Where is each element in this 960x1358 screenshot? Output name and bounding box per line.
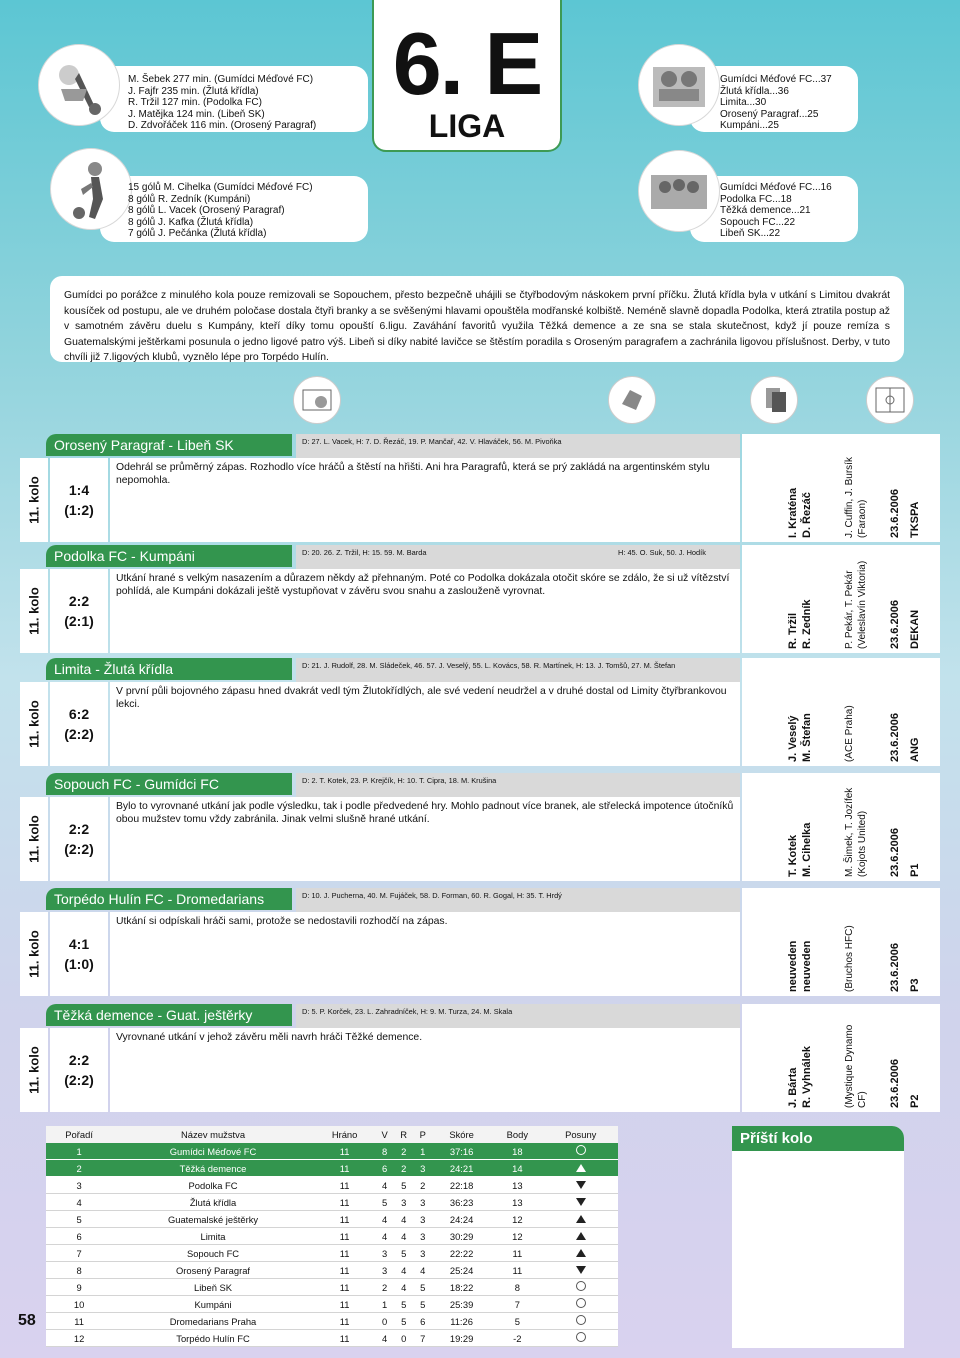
- half-score: (2:2): [64, 1072, 94, 1088]
- table-row: [46, 1143, 618, 1160]
- fairplay-list: [720, 74, 860, 132]
- match-block: [20, 888, 940, 996]
- league-table: [46, 1126, 618, 1347]
- table-cell: 5: [414, 1296, 432, 1313]
- table-cell: 4: [375, 1177, 393, 1194]
- match-field: ANG: [909, 737, 921, 762]
- column-header: Body: [491, 1126, 543, 1143]
- match-date: 23.6.2006: [889, 828, 901, 877]
- final-score: 2:2: [68, 821, 90, 837]
- match-report: Vyrovnané utkání v jehož závěru měli navrh hráči Těžké demence.: [110, 1028, 740, 1112]
- table-cell: 25:24: [432, 1262, 491, 1279]
- table-cell: 2: [46, 1160, 112, 1177]
- table-cell: -2: [491, 1330, 543, 1347]
- red-card-icon: [750, 376, 798, 424]
- table-row: [46, 1279, 618, 1296]
- match-goals: [296, 434, 740, 458]
- match-score: [50, 912, 108, 996]
- table-cell: 2: [375, 1279, 393, 1296]
- goalkeeper-icon: [608, 376, 656, 424]
- defense-list: [720, 182, 860, 240]
- move-up-icon: [576, 1232, 586, 1240]
- list-item: D. Zdvořáček 116 min. (Orosený Paragraf): [128, 120, 317, 132]
- table-cell: 3: [414, 1211, 432, 1228]
- table-cell: 4: [394, 1228, 414, 1245]
- table-cell: 5: [394, 1177, 414, 1194]
- match-teams: Podolka FC - Kumpáni: [46, 545, 292, 567]
- column-header: Skóre: [432, 1126, 491, 1143]
- best-player-2: R. Zedník: [801, 599, 813, 649]
- list-item: Podolka FC...18: [720, 193, 792, 205]
- table-cell: Kumpáni: [112, 1296, 314, 1313]
- match-round: [20, 1028, 48, 1112]
- column-header: Pořadí: [46, 1126, 112, 1143]
- table-cell: Guatemalské ještěrky: [112, 1211, 314, 1228]
- match-teams: Těžká demence - Guat. ještěrky: [46, 1004, 292, 1026]
- match-report: Utkání si odpískali hráči sami, protože se nedostavili rozhodčí na zápas.: [110, 912, 740, 996]
- match-field: P2: [909, 1094, 921, 1108]
- table-cell: 25:39: [432, 1296, 491, 1313]
- match-teams: Sopouch FC - Gumídci FC: [46, 773, 292, 795]
- match-block: [20, 658, 940, 766]
- table-cell: 3: [414, 1160, 432, 1177]
- table-cell: 4: [375, 1211, 393, 1228]
- list-item: 8 gólů L. Vacek (Orosený Paragraf): [128, 205, 285, 217]
- list-item: 7 gólů J. Pečánka (Žlutá křídla): [128, 228, 267, 240]
- table-cell: 1: [375, 1296, 393, 1313]
- best-player-2: neuveden: [801, 940, 813, 992]
- table-header-row: [46, 1126, 618, 1143]
- no-change-icon: [576, 1315, 586, 1325]
- match-field: P1: [909, 863, 921, 877]
- referee-club: (Kojots United): [857, 810, 868, 877]
- match-report: V první půli bojovného zápasu hned dvakrát vedl tým Žlutokřídlých, ale své vedení neudržel a v druhé dostal od Limity čtyřbrankovou lekci.: [110, 682, 740, 766]
- list-item: Žlutá křídla...36: [720, 85, 789, 97]
- no-change-icon: [576, 1145, 586, 1155]
- table-cell: 18:22: [432, 1279, 491, 1296]
- goals-text: D: 10. J. Pucherna, 40. M. Fujáček, 58. D. Forman, 60. R. Gogal, H: 35. T. Hrdý: [302, 891, 562, 900]
- scorer-icon: [50, 148, 132, 230]
- list-item: Gumídci Méďové FC...37: [720, 74, 832, 85]
- best-player-1: neuveden: [787, 940, 799, 992]
- match-details: [742, 545, 940, 653]
- column-header: Název mužstva: [112, 1126, 314, 1143]
- table-cell: 9: [46, 1279, 112, 1296]
- table-cell: 6: [414, 1313, 432, 1330]
- table-cell: [543, 1330, 618, 1347]
- page-number: 58: [18, 1312, 36, 1329]
- table-cell: 4: [375, 1228, 393, 1245]
- match-date: 23.6.2006: [889, 1059, 901, 1108]
- match-details: [742, 1004, 940, 1112]
- table-cell: 7: [414, 1330, 432, 1347]
- referee: P. Pekár, T. Pekár: [844, 570, 855, 649]
- no-change-icon: [576, 1332, 586, 1342]
- list-item: R. Tržil 127 min. (Podolka FC): [128, 97, 262, 109]
- match-goals: [296, 1004, 740, 1028]
- table-cell: 11: [491, 1245, 543, 1262]
- list-item: Sopouch FC...22: [720, 216, 796, 228]
- league-label: LIGA: [428, 108, 506, 144]
- table-row: [46, 1313, 618, 1330]
- goals-text: D: 2. T. Kotek, 23. P. Krejčík, H: 10. T. Cipra, 18. M. Krušina: [302, 776, 497, 785]
- table-cell: 3: [375, 1262, 393, 1279]
- match-round-label: 11. kolo: [26, 476, 42, 524]
- table-cell: Podolka FC: [112, 1177, 314, 1194]
- table-cell: 8: [46, 1262, 112, 1279]
- goals-text: D: 5. P. Korček, 23. L. Zahradníček, H: 9. M. Turza, 24. M. Skala: [302, 1007, 513, 1016]
- table-cell: 3: [414, 1245, 432, 1262]
- list-item: Těžká demence...21: [720, 205, 811, 217]
- referee: (ACE Praha): [844, 705, 855, 762]
- match-round: [20, 458, 48, 542]
- match-round: [20, 797, 48, 881]
- table-cell: 14: [491, 1160, 543, 1177]
- table-cell: 11: [314, 1245, 376, 1262]
- half-score: (1:0): [64, 956, 94, 972]
- match-report: Utkání hrané s velkým nasazením a důrazem někdy až přehnaným. Poté co Podolka dokázala otočit skóre se zdálo, že si už vítězství pohlídá, ale Kumpáni dokázali ještě vystupňovat v závěru svou snahu a zaslouženě vyrovnat.: [110, 569, 740, 653]
- table-cell: [543, 1313, 618, 1330]
- table-cell: 3: [394, 1194, 414, 1211]
- table-cell: 11: [314, 1279, 376, 1296]
- match-round-label: 11. kolo: [26, 1046, 42, 1094]
- half-score: (2:1): [64, 613, 94, 629]
- goals-text: D: 21. J. Rudolf, 28. M. Sládeček, 46. 57. J. Veselý, 55. L. Kovács, 58. R. Martínek, H: 13. J. Tomšů, 27. M. Štefan: [302, 661, 676, 670]
- table-cell: 1: [414, 1143, 432, 1160]
- table-row: [46, 1228, 618, 1245]
- table-cell: Libeň SK: [112, 1279, 314, 1296]
- minutes-list: [128, 74, 368, 132]
- table-row: [46, 1177, 618, 1194]
- final-score: 4:1: [68, 936, 90, 952]
- table-cell: 11: [314, 1228, 376, 1245]
- move-down-icon: [576, 1181, 586, 1189]
- best-player-2: D. Řezáč: [801, 492, 813, 538]
- half-score: (1:2): [64, 502, 94, 518]
- table-cell: 5: [414, 1279, 432, 1296]
- league-title-box: [372, 0, 562, 152]
- goals-away: H: 45. O. Suk, 50. J. Hodík: [618, 548, 706, 557]
- match-block: [20, 773, 940, 881]
- table-cell: 3: [414, 1194, 432, 1211]
- match-round: [20, 682, 48, 766]
- match-teams: Orosený Paragraf - Libeň SK: [46, 434, 292, 456]
- match-date: 23.6.2006: [889, 600, 901, 649]
- match-round-label: 11. kolo: [26, 930, 42, 978]
- list-item: J. Matějka 124 min. (Libeň SK): [128, 108, 265, 120]
- table-cell: 11: [314, 1177, 376, 1194]
- scorers-list: [128, 182, 368, 240]
- match-field: TKSPA: [909, 501, 921, 538]
- best-player-1: J. Veselý: [787, 715, 799, 762]
- table-cell: Těžká demence: [112, 1160, 314, 1177]
- column-header: Hráno: [314, 1126, 376, 1143]
- table-cell: 13: [491, 1194, 543, 1211]
- referee: (Mystique Dynamo: [844, 1024, 855, 1108]
- match-score: [50, 1028, 108, 1112]
- match-score: [50, 797, 108, 881]
- fair-play-icon: [638, 44, 720, 126]
- column-header: V: [375, 1126, 393, 1143]
- table-cell: 11: [314, 1160, 376, 1177]
- table-cell: [543, 1194, 618, 1211]
- table-cell: Torpédo Hulín FC: [112, 1330, 314, 1347]
- table-cell: 8: [491, 1279, 543, 1296]
- table-cell: [543, 1228, 618, 1245]
- table-row: [46, 1262, 618, 1279]
- match-round-label: 11. kolo: [26, 587, 42, 635]
- match-score: [50, 569, 108, 653]
- table-cell: [543, 1177, 618, 1194]
- table-cell: 11: [314, 1313, 376, 1330]
- table-cell: 2: [394, 1143, 414, 1160]
- final-score: 6:2: [68, 706, 90, 722]
- match-round: [20, 912, 48, 996]
- table-cell: [543, 1279, 618, 1296]
- table-cell: 2: [394, 1160, 414, 1177]
- table-cell: 7: [491, 1296, 543, 1313]
- move-up-icon: [576, 1164, 586, 1172]
- move-up-icon: [576, 1215, 586, 1223]
- goals-text: D: 20. 26. Z. Tržil, H: 15. 59. M. Barda: [302, 548, 427, 557]
- column-header: R: [394, 1126, 414, 1143]
- best-player-2: M. Cihelka: [801, 822, 813, 877]
- table-cell: 19:29: [432, 1330, 491, 1347]
- table-cell: Gumídci Méďové FC: [112, 1143, 314, 1160]
- match-details: [742, 434, 940, 542]
- table-cell: 4: [46, 1194, 112, 1211]
- match-details: [742, 773, 940, 881]
- table-cell: [543, 1296, 618, 1313]
- table-cell: [543, 1211, 618, 1228]
- match-date: 23.6.2006: [889, 489, 901, 538]
- table-cell: 8: [375, 1143, 393, 1160]
- table-cell: 11: [314, 1262, 376, 1279]
- table-cell: 4: [414, 1262, 432, 1279]
- match-date: 23.6.2006: [889, 713, 901, 762]
- match-details: [742, 658, 940, 766]
- table-cell: 11: [314, 1330, 376, 1347]
- move-down-icon: [576, 1266, 586, 1274]
- table-row: [46, 1245, 618, 1262]
- table-row: [46, 1330, 618, 1347]
- table-cell: 5: [394, 1313, 414, 1330]
- list-item: Gumídci Méďové FC...16: [720, 182, 832, 193]
- match-goals: [296, 888, 740, 912]
- table-cell: 24:24: [432, 1211, 491, 1228]
- match-round-label: 11. kolo: [26, 815, 42, 863]
- table-cell: 11: [314, 1194, 376, 1211]
- round-summary: Gumídci po porážce z minulého kola pouze remizovali se Sopouchem, přesto bezpečně uhájili se čtyřbodovým náskokem první příčku. Žlutá křídla byla v utkání s Limitou dvakrát kousíček od postupu, ale ve druhém poločase dostala čtyři branky a se svěšenými hlavami opouštěla modřanské kolbiště. Neméně slavně dopadla Podolka, která ztratila postup až v samotném závěru duelu s Kumpány, kteří díky tomu opouští 6.ligu. Zaváhání favoritů využila Těžká demence a ze sna se stala skutečnost, když jí pouze remíza s Guatemalskými ještěrkami posunula o jedno ligové patro výš. Libeň si díky nabité lavičce se štěstím poradila s Oroseným paragrafem a zachránila ligovou příslušnost. Derby, v tuto chvíli již 7.ligových klubů, vyznělo lépe pro Torpédo Hulín.: [50, 276, 904, 362]
- match-field: P3: [909, 978, 921, 992]
- final-score: 1:4: [68, 482, 90, 498]
- referee: M. Šimek, T. Jozífek: [844, 787, 855, 877]
- table-row: [46, 1194, 618, 1211]
- table-cell: 11:26: [432, 1313, 491, 1330]
- league-number: 6. E: [392, 14, 542, 113]
- table-cell: 11: [314, 1143, 376, 1160]
- table-cell: 22:22: [432, 1245, 491, 1262]
- referee-club: (Faraon): [857, 499, 868, 538]
- table-cell: 0: [394, 1330, 414, 1347]
- table-cell: 5: [394, 1296, 414, 1313]
- match-round: [20, 569, 48, 653]
- table-cell: 36:23: [432, 1194, 491, 1211]
- match-teams: Torpédo Hulín FC - Dromedarians: [46, 888, 292, 910]
- move-down-icon: [576, 1198, 586, 1206]
- table-cell: 30:29: [432, 1228, 491, 1245]
- table-cell: 3: [375, 1245, 393, 1262]
- table-cell: Žlutá křídla: [112, 1194, 314, 1211]
- list-item: Orosený Paragraf...25: [720, 108, 819, 120]
- list-item: Kumpáni...25: [720, 120, 779, 132]
- half-score: (2:2): [64, 726, 94, 742]
- list-item: Limita...30: [720, 97, 767, 109]
- table-cell: 4: [394, 1262, 414, 1279]
- final-score: 2:2: [68, 593, 90, 609]
- best-player-1: R. Tržil: [787, 612, 799, 649]
- table-cell: Limita: [112, 1228, 314, 1245]
- table-cell: Sopouch FC: [112, 1245, 314, 1262]
- half-score: (2:2): [64, 841, 94, 857]
- match-block: [20, 434, 940, 542]
- table-cell: 12: [491, 1228, 543, 1245]
- table-cell: 3: [414, 1228, 432, 1245]
- best-player-2: R. Vyhnálek: [801, 1046, 813, 1108]
- match-score: [50, 682, 108, 766]
- next-round-box: [732, 1126, 904, 1348]
- table-cell: Orosený Paragraf: [112, 1262, 314, 1279]
- table-cell: 6: [375, 1160, 393, 1177]
- table-cell: 12: [46, 1330, 112, 1347]
- table-cell: 5: [394, 1245, 414, 1262]
- best-player-1: I. Kraténa: [787, 487, 799, 538]
- table-cell: 2: [414, 1177, 432, 1194]
- best-player-1: T. Kotek: [787, 834, 799, 877]
- list-item: 8 gólů R. Zedník (Kumpáni): [128, 193, 251, 205]
- table-cell: 3: [46, 1177, 112, 1194]
- match-goals: [296, 545, 740, 569]
- referee-club: (Veleslavín Viktoria): [857, 560, 868, 649]
- table-cell: [543, 1245, 618, 1262]
- table-cell: [543, 1262, 618, 1279]
- table-cell: 4: [394, 1211, 414, 1228]
- column-header: Posuny: [543, 1126, 618, 1143]
- match-goals: [296, 773, 740, 797]
- field-icon: [866, 376, 914, 424]
- table-cell: 11: [314, 1211, 376, 1228]
- list-item: M. Šebek 277 min. (Gumídci Méďové FC): [128, 74, 314, 85]
- table-cell: 24:21: [432, 1160, 491, 1177]
- table-cell: 6: [46, 1228, 112, 1245]
- table-cell: 11: [314, 1296, 376, 1313]
- table-cell: 11: [491, 1262, 543, 1279]
- table-cell: 37:16: [432, 1143, 491, 1160]
- table-cell: 18: [491, 1143, 543, 1160]
- table-cell: 5: [491, 1313, 543, 1330]
- match-block: [20, 1004, 940, 1112]
- table-row: [46, 1160, 618, 1177]
- table-cell: 7: [46, 1245, 112, 1262]
- table-cell: Dromedarians Praha: [112, 1313, 314, 1330]
- best-player-2: M. Štefan: [801, 713, 813, 762]
- player-time-icon: [38, 44, 120, 126]
- referee-club: CF): [857, 1091, 868, 1108]
- match-goals: [296, 658, 740, 682]
- table-cell: 12: [491, 1211, 543, 1228]
- match-report: Odehrál se průměrný zápas. Rozhodlo více hráčů a štěstí na hřišti. Ani hra Paragrafů, která se prý zakládá na argentinském stylu nepomohla.: [110, 458, 740, 542]
- table-cell: 5: [375, 1194, 393, 1211]
- table-cell: [543, 1160, 618, 1177]
- table-cell: 0: [375, 1313, 393, 1330]
- defense-icon: [638, 150, 720, 232]
- table-cell: 5: [46, 1211, 112, 1228]
- referee: J. Cuffin, J. Bursík: [844, 457, 855, 538]
- table-cell: 1: [46, 1143, 112, 1160]
- match-teams: Limita - Žlutá křídla: [46, 658, 292, 680]
- list-item: Libeň SK...22: [720, 228, 781, 240]
- table-row: [46, 1296, 618, 1313]
- no-change-icon: [576, 1281, 586, 1291]
- move-up-icon: [576, 1249, 586, 1257]
- table-cell: 4: [375, 1330, 393, 1347]
- final-score: 2:2: [68, 1052, 90, 1068]
- match-block: [20, 545, 940, 653]
- match-details: [742, 888, 940, 996]
- best-player-1: J. Bárta: [787, 1067, 799, 1108]
- match-field: DEKAN: [909, 609, 921, 649]
- no-change-icon: [576, 1298, 586, 1308]
- table-row: [46, 1211, 618, 1228]
- table-cell: 4: [394, 1279, 414, 1296]
- referee: (Bruchos HFC): [844, 925, 855, 992]
- table-cell: 11: [46, 1313, 112, 1330]
- list-item: 8 gólů J. Kafka (Žlutá křídla): [128, 216, 254, 228]
- ball-goal-icon: [293, 376, 341, 424]
- next-round-title: Příští kolo: [732, 1126, 904, 1151]
- table-cell: 10: [46, 1296, 112, 1313]
- table-cell: 13: [491, 1177, 543, 1194]
- match-score: [50, 458, 108, 542]
- table-cell: 22:18: [432, 1177, 491, 1194]
- match-round-label: 11. kolo: [26, 700, 42, 748]
- list-item: J. Fajfr 235 min. (Žlutá křídla): [128, 85, 259, 97]
- table-cell: [543, 1143, 618, 1160]
- list-item: 15 gólů M. Cihelka (Gumídci Méďové FC): [128, 182, 313, 193]
- match-report: Bylo to vyrovnané utkání jak podle výsledku, tak i podle předvedené hry. Mohlo padnout více branek, ale střelecká impotence útočníků obou mužstev tomu vždy zabránila. Jinak velmi slušně hrané utkání.: [110, 797, 740, 881]
- column-header: P: [414, 1126, 432, 1143]
- match-date: 23.6.2006: [889, 943, 901, 992]
- goals-text: D: 27. L. Vacek, H: 7. D. Řezáč, 19. P. Mančař, 42. V. Hlaváček, 56. M. Pivoňka: [302, 437, 562, 446]
